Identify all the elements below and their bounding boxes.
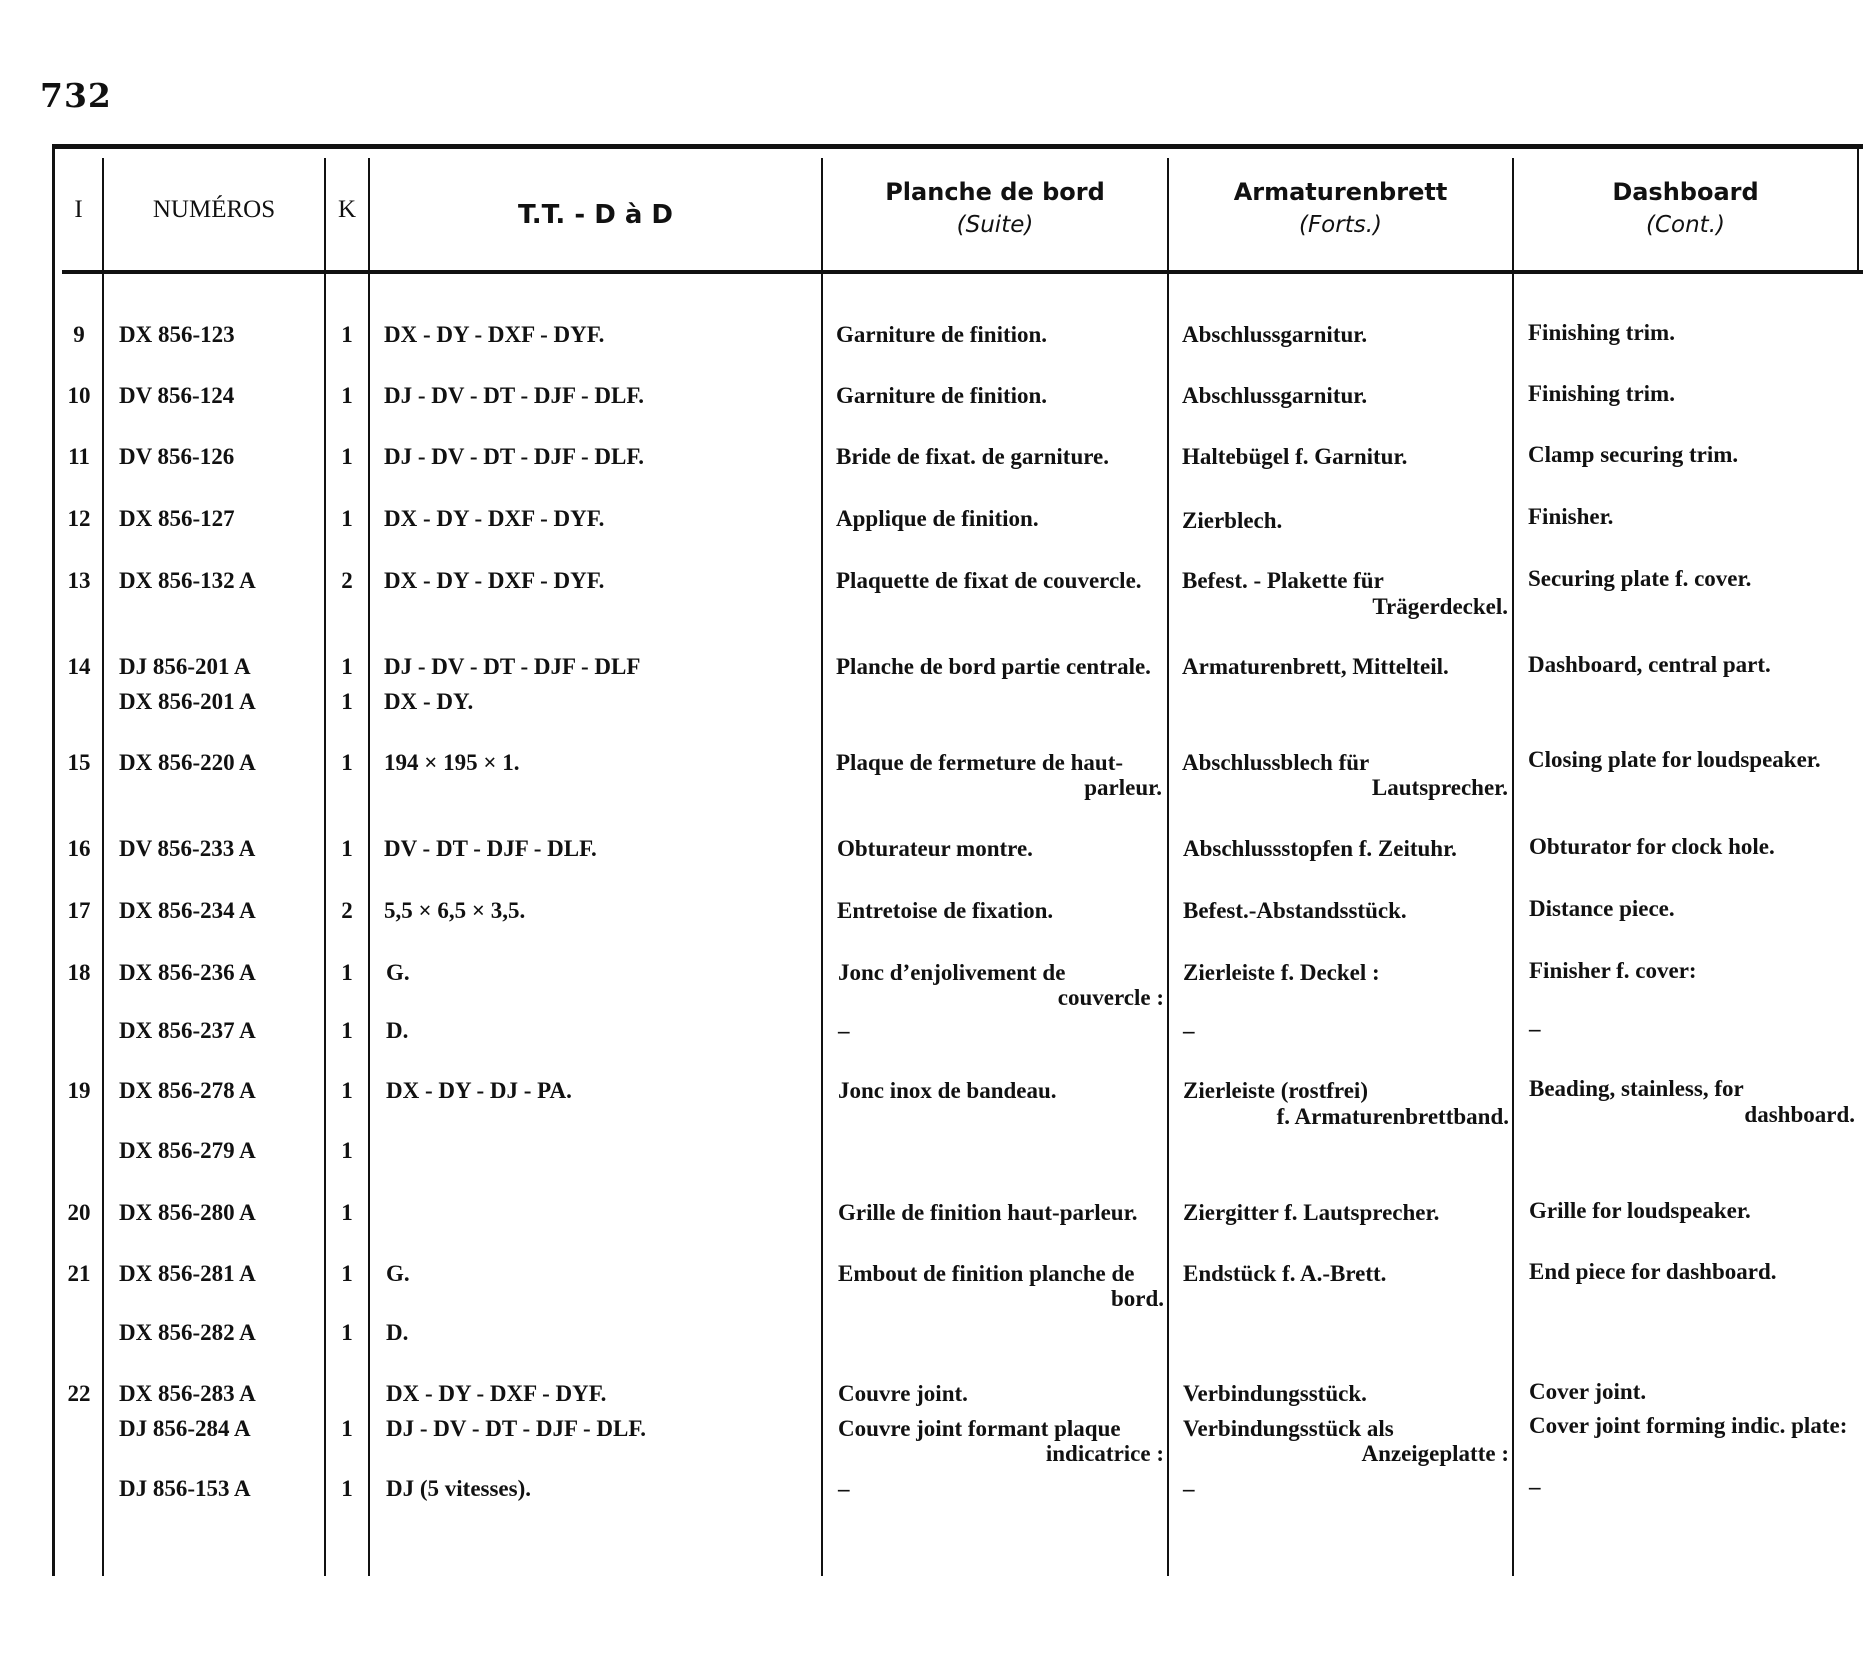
quantity: 1	[341, 383, 353, 408]
row-index: 20	[67, 1200, 91, 1225]
desc-en: Distance piece.	[1529, 896, 1675, 921]
desc-fr: Applique de finition.	[836, 506, 1039, 531]
frame-right-line	[1857, 146, 1859, 270]
desc-de: Zierleiste f. Deckel :	[1183, 960, 1380, 985]
quantity: 1	[341, 1078, 353, 1103]
part-number: DX 856-127	[119, 506, 235, 531]
part-number: DX 856-278 A	[119, 1078, 256, 1103]
quantity: 1	[341, 1320, 353, 1345]
model-applicability: G.	[386, 960, 410, 985]
desc-en-alt: Cover joint forming indic. plate:	[1529, 1413, 1848, 1438]
part-number: DV 856-126	[119, 444, 235, 469]
desc-de-alt: Verbindungsstück als	[1183, 1416, 1394, 1441]
header-i: I	[74, 196, 83, 223]
desc-fr: Obturateur montre.	[837, 836, 1033, 861]
desc-fr: –	[838, 1476, 850, 1501]
desc-fr: Jonc inox de bandeau.	[838, 1078, 1057, 1103]
desc-de: Endstück f. A.-Brett.	[1183, 1261, 1387, 1286]
part-number: DX 856-234 A	[119, 898, 256, 923]
header-fr	[823, 178, 1167, 238]
desc-en: Finisher f. cover:	[1529, 958, 1697, 983]
model-applicability: DV - DT - DJF - DLF.	[384, 836, 597, 861]
desc-fr: Plaquette de fixat de couvercle.	[836, 568, 1142, 593]
desc-fr: –	[838, 1018, 850, 1043]
desc-fr: Grille de finition haut-parleur.	[838, 1200, 1138, 1225]
quantity-alt: 1	[341, 689, 353, 714]
desc-de: Haltebügel f. Garnitur.	[1182, 444, 1408, 469]
desc-de: Abschlussblech für	[1182, 750, 1370, 775]
row-index: 12	[67, 506, 91, 531]
desc-en-continued: dashboard.	[1744, 1102, 1855, 1127]
quantity: 1	[341, 1018, 353, 1043]
desc-de: Befest.-Abstandsstück.	[1183, 898, 1407, 923]
desc-fr: Embout de finition planche de	[838, 1261, 1135, 1286]
desc-fr: Jonc d’enjolivement de	[838, 960, 1066, 985]
desc-en: Grille for loudspeaker.	[1529, 1198, 1751, 1223]
model-applicability: 5,5 × 6,5 × 3,5.	[384, 898, 526, 923]
row-index: 13	[67, 568, 91, 593]
header-bottom-rule	[62, 270, 1863, 274]
quantity: 1	[341, 750, 353, 775]
col-divider-tt	[368, 158, 370, 1576]
desc-de: Abschlussstopfen f. Zeituhr.	[1183, 836, 1457, 861]
model-applicability: D.	[386, 1018, 409, 1043]
part-number-alt: DX 856-201 A	[119, 689, 256, 714]
header-en-title: Dashboard	[1612, 178, 1759, 206]
desc-de: Armaturenbrett, Mittelteil.	[1182, 654, 1449, 679]
desc-en: Securing plate f. cover.	[1528, 566, 1752, 591]
part-number: DX 856-236 A	[119, 960, 256, 985]
quantity: 1	[341, 1261, 353, 1286]
desc-fr: Entretoise de fixation.	[837, 898, 1054, 923]
desc-fr-continued: couvercle :	[1057, 985, 1164, 1010]
header-numeros: NUMÉROS	[152, 196, 276, 223]
model-applicability: DX - DY - DJ - PA.	[386, 1078, 572, 1103]
desc-fr: Bride de fixat. de garniture.	[836, 444, 1109, 469]
part-number: DX 856-132 A	[119, 568, 256, 593]
part-number: DJ 856-153 A	[119, 1476, 251, 1501]
desc-de: Ziergitter f. Lautsprecher.	[1183, 1200, 1440, 1225]
model-applicability: DX - DY - DXF - DYF.	[386, 1381, 607, 1406]
desc-de-continued: Lautsprecher.	[1371, 775, 1508, 800]
row-index: 11	[68, 444, 90, 469]
desc-en: Beading, stainless, for	[1529, 1076, 1744, 1101]
desc-en: Clamp securing trim.	[1528, 442, 1739, 467]
quantity: 1	[341, 506, 353, 531]
desc-de-alt-continued: Anzeigeplatte :	[1361, 1441, 1509, 1466]
quantity: 2	[341, 898, 353, 923]
desc-fr: Garniture de finition.	[836, 383, 1048, 408]
quantity-alt: 1	[341, 1416, 353, 1441]
col-divider-fr	[821, 158, 823, 1576]
desc-de: Verbindungsstück.	[1183, 1381, 1367, 1406]
desc-fr: Couvre joint.	[838, 1381, 968, 1406]
desc-fr-continued: parleur.	[1084, 775, 1162, 800]
model-applicability: D.	[386, 1320, 409, 1345]
row-index: 14	[67, 654, 91, 679]
desc-fr-alt-continued: indicatrice :	[1045, 1441, 1164, 1466]
desc-fr: Plaque de fermeture de haut-	[836, 750, 1124, 775]
model-applicability: DJ - DV - DT - DJF - DLF	[384, 654, 641, 679]
desc-de: Abschlussgarnitur.	[1182, 322, 1368, 347]
header-de-title: Armaturenbrett	[1233, 178, 1448, 206]
part-number: DX 856-220 A	[119, 750, 256, 775]
row-index: 15	[67, 750, 91, 775]
desc-en: Dashboard, central part.	[1528, 652, 1771, 677]
row-index: 22	[67, 1381, 91, 1406]
desc-de: –	[1183, 1018, 1195, 1043]
row-index: 17	[67, 898, 91, 923]
part-number: DX 856-237 A	[119, 1018, 256, 1043]
header-fr-sub: (Suite)	[956, 212, 1034, 238]
model-applicability: DX - DY - DXF - DYF.	[384, 506, 605, 531]
desc-fr: Planche de bord partie centrale.	[836, 654, 1151, 679]
model-applicability: G.	[386, 1261, 410, 1286]
part-number: DX 856-279 A	[119, 1138, 256, 1163]
desc-en: –	[1529, 1474, 1541, 1499]
part-number: DV 856-233 A	[119, 836, 256, 861]
part-number: DX 856-283 A	[119, 1381, 256, 1406]
row-index: 9	[73, 322, 85, 347]
desc-de: –	[1183, 1476, 1195, 1501]
part-number: DX 856-281 A	[119, 1261, 256, 1286]
desc-de-continued: Trägerdeckel.	[1372, 594, 1508, 619]
col-divider-de	[1167, 158, 1169, 1576]
header-fr-title: Planche de bord	[885, 178, 1105, 206]
quantity: 1	[341, 1138, 353, 1163]
quantity: 2	[341, 568, 353, 593]
desc-fr-continued: bord.	[1110, 1286, 1164, 1311]
quantity: 1	[341, 960, 353, 985]
part-number: DX 856-123	[119, 322, 235, 347]
part-number-alt: DJ 856-284 A	[119, 1416, 251, 1441]
row-index: 19	[67, 1078, 91, 1103]
part-number: DV 856-124	[119, 383, 235, 408]
desc-de: Befest. - Plakette für	[1182, 568, 1384, 593]
quantity: 1	[341, 1200, 353, 1225]
col-divider-k	[324, 158, 326, 1576]
desc-de: Zierleiste (rostfrei)	[1183, 1078, 1368, 1103]
part-number: DX 856-280 A	[119, 1200, 256, 1225]
table-top-rule	[52, 144, 1863, 149]
col-divider-en	[1512, 158, 1514, 1576]
header-de-sub: (Forts.)	[1298, 212, 1382, 238]
desc-de: Zierblech.	[1182, 508, 1283, 533]
page-number: 732	[40, 76, 112, 115]
col-divider-numeros	[102, 158, 104, 1576]
quantity: 1	[341, 322, 353, 347]
model-applicability: DX - DY - DXF - DYF.	[384, 568, 605, 593]
row-index: 21	[67, 1261, 91, 1286]
part-number: DX 856-282 A	[119, 1320, 256, 1345]
desc-fr-alt: Couvre joint formant plaque	[838, 1416, 1121, 1441]
part-number: DJ 856-201 A	[119, 654, 251, 679]
model-applicability: DJ (5 vitesses).	[386, 1476, 531, 1501]
model-applicability: DJ - DV - DT - DJF - DLF.	[384, 383, 645, 408]
desc-en: Finishing trim.	[1528, 381, 1675, 406]
desc-en: End piece for dashboard.	[1529, 1259, 1777, 1284]
header-tt: T.T. - D à D	[517, 200, 674, 230]
header-en-sub: (Cont.)	[1646, 212, 1725, 238]
model-applicability: DJ - DV - DT - DJF - DLF.	[384, 444, 645, 469]
model-applicability-alt: DX - DY.	[384, 689, 474, 714]
desc-en: Obturator for clock hole.	[1529, 834, 1775, 859]
row-index: 18	[67, 960, 91, 985]
header-k: K	[337, 196, 357, 223]
header-de	[1169, 178, 1512, 238]
quantity: 1	[341, 654, 353, 679]
quantity: 1	[341, 1476, 353, 1501]
desc-en: –	[1529, 1016, 1541, 1041]
desc-en: Cover joint.	[1529, 1379, 1647, 1404]
frame-left-line	[52, 146, 55, 1576]
desc-fr: Garniture de finition.	[836, 322, 1048, 347]
model-applicability-alt: DJ - DV - DT - DJF - DLF.	[386, 1416, 647, 1441]
model-applicability: 194 × 195 × 1.	[384, 750, 520, 775]
row-index: 16	[67, 836, 91, 861]
desc-de: Abschlussgarnitur.	[1182, 383, 1368, 408]
header-en	[1514, 178, 1857, 238]
desc-en: Finisher.	[1528, 504, 1614, 529]
row-index: 10	[67, 383, 91, 408]
desc-de-continued: f. Armaturenbrettband.	[1276, 1104, 1509, 1129]
quantity: 1	[341, 836, 353, 861]
quantity: 1	[341, 444, 353, 469]
desc-en: Closing plate for loudspeaker.	[1528, 747, 1821, 772]
desc-en: Finishing trim.	[1528, 320, 1675, 345]
model-applicability: DX - DY - DXF - DYF.	[384, 322, 605, 347]
